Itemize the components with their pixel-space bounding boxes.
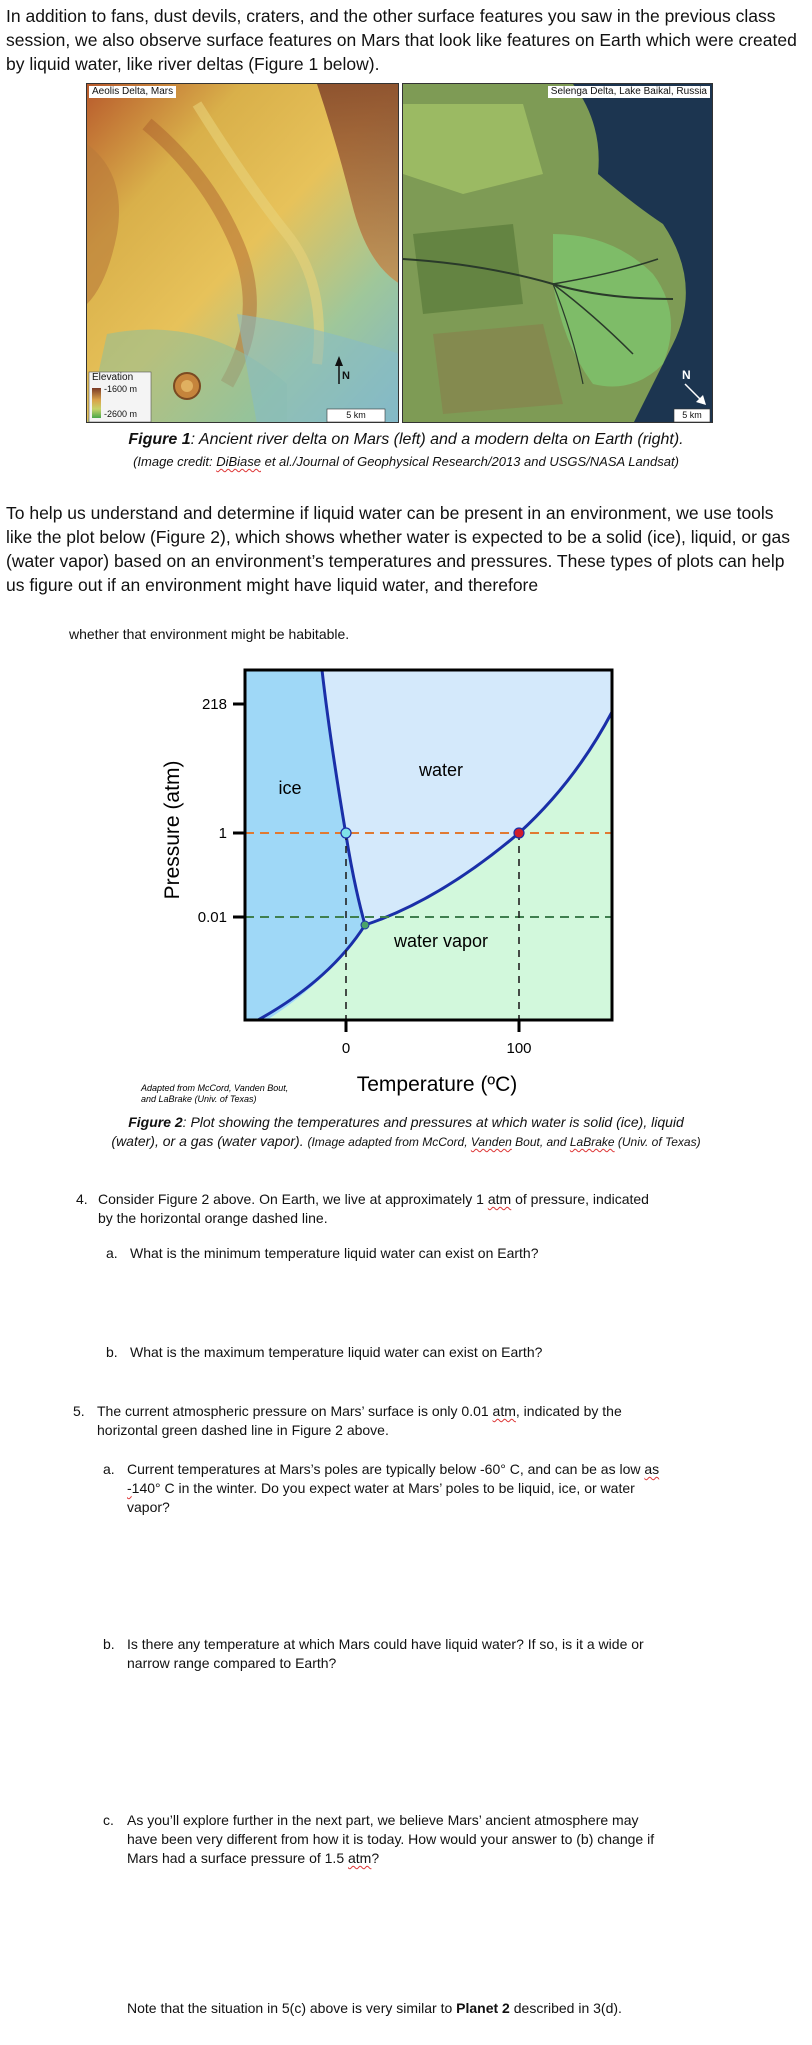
question-5-line2: horizontal green dashed line in Figure 2 above. [97, 1422, 389, 1438]
question-5c-line2: have been very different from how it is today. How would your answer to (b) change if [127, 1831, 655, 1847]
question-4b-letter: b. [106, 1344, 118, 1360]
y-tick-label: 0.01 [197, 909, 227, 926]
question-5a-dash: - [127, 1480, 132, 1496]
figure-2-caption-label: Figure 2 [128, 1114, 183, 1130]
source-note-line2: and LaBrake (Univ. of Texas) [141, 1094, 257, 1104]
region-label-water-vapor: water vapor [393, 931, 489, 951]
figure-2-credit [307, 1135, 700, 1149]
question-4-atm: atm [487, 1191, 512, 1207]
closing-note [127, 1999, 727, 2018]
question-5-line1-end: , indicated by the [515, 1403, 622, 1419]
figure-2-credit-post: (Univ. of Texas) [614, 1135, 701, 1149]
question-4-line1: Consider Figure 2 above. On Earth, we live at approximately 1 [98, 1191, 488, 1207]
question-5a-text [127, 1460, 727, 1517]
question-5-line1: The current atmospheric pressure on Mars’ surface is only 0.01 [97, 1403, 493, 1419]
question-4b-text: What is the maximum temperature liquid water can exist on Earth? [130, 1344, 543, 1360]
question-5a-letter: a. [103, 1461, 115, 1477]
question-4a-letter: a. [106, 1245, 118, 1261]
figure-2-caption-line2 [0, 1132, 812, 1152]
question-5a-line3: vapor? [127, 1499, 170, 1515]
mars-scale-bar: 5 km [346, 410, 366, 420]
question-5c-line1: As you’ll explore further in the next part, we believe Mars’ ancient atmosphere may [127, 1812, 639, 1828]
figure-2-credit-vanden: Vanden [470, 1135, 512, 1149]
question-5b-line2: narrow range compared to Earth? [127, 1655, 337, 1671]
closing-note-planet: Planet 2 [456, 2000, 510, 2016]
phase-diagram-intro-continuation: whether that environment might be habitable. [69, 626, 350, 642]
figure-2-caption-text2: (water), or a gas (water vapor). [111, 1133, 304, 1149]
question-5b-text [127, 1635, 727, 1673]
question-5a-line1: Current temperatures at Mars’s poles are typically below -60° C, and can be as low [127, 1461, 645, 1477]
source-note-line1: Adapted from McCord, Vanden Bout, [141, 1083, 289, 1093]
earth-panel-label: Selenga Delta, Lake Baikal, Russia [548, 86, 710, 98]
figure-1-credit-rest: et al./Journal of Geophysical Research/2013 and USGS/NASA Landsat) [260, 454, 679, 469]
earth-scale-bar: 5 km [682, 410, 702, 420]
y-axis-label: Pressure (atm) [161, 760, 184, 900]
question-4-line2: by the horizontal orange dashed line. [98, 1210, 328, 1226]
mars-panel-label: Aeolis Delta, Mars [89, 86, 176, 98]
elevation-legend-low: -2600 m [104, 409, 138, 419]
figure-1-credit-prefix: (Image credit: [133, 454, 217, 469]
question-5b-letter: b. [103, 1636, 115, 1652]
question-5c-letter: c. [103, 1812, 114, 1828]
intro-paragraph: In addition to fans, dust devils, craters, and the other surface features you saw in the previous class session, we also observe surface features on Mars that look like features on Earth which were created by liquid water, like river deltas (Figure 1 below). [6, 6, 797, 74]
x-tick-label: 0 [341, 1040, 351, 1057]
question-5b-line1: Is there any temperature at which Mars could have liquid water? If so, is it a wide or [127, 1636, 644, 1652]
closing-note-end: described in 3(d). [509, 2000, 622, 2016]
question-5c-text [127, 1811, 727, 1868]
question-5-text [97, 1402, 717, 1440]
figure-2-credit-labrake: LaBrake [569, 1135, 615, 1149]
north-arrow-label: N [342, 370, 350, 382]
question-5c-line3: Mars had a surface pressure of 1.5 [127, 1850, 348, 1866]
question-4-line1-end: of pressure, indicated [511, 1191, 649, 1207]
region-label-ice: ice [278, 778, 302, 798]
melting-point-marker [341, 828, 351, 838]
elevation-legend-high: -1600 m [104, 384, 138, 394]
region-label-water: water [418, 760, 464, 780]
figure-2-caption-text: : Plot showing the temperatures and pressures at which water is solid (ice), liquid [182, 1114, 684, 1130]
y-tick-label: 1 [218, 825, 227, 842]
figure-1-credit-name: DiBiase [216, 454, 261, 469]
question-5c-atm: atm [348, 1850, 372, 1866]
x-axis-label: Temperature (ºC) [356, 1073, 518, 1096]
x-tick-label: 100 [506, 1040, 532, 1057]
question-5-atm: atm [492, 1403, 516, 1419]
closing-note-text: Note that the situation in 5(c) above is very similar to [127, 2000, 457, 2016]
elevation-legend-title: Elevation [92, 372, 134, 383]
figure-1-caption-text: : Ancient river delta on Mars (left) and a modern delta on Earth (right). [190, 431, 684, 448]
phase-diagram-intro: To help us understand and determine if liquid water can be present in an environment, we use tools like the plot below (Figure 2), which shows whether water is expected to be a solid (ice), liquid, or gas (water vapor) based on an environment’s temperatures and pressures. These types of plots can help us figure out if an environment might have liquid water, and therefore [6, 503, 790, 595]
figure-2-caption-line1 [0, 1113, 812, 1132]
y-tick-label: 218 [201, 696, 227, 713]
question-4-number: 4. [76, 1191, 88, 1207]
triple-point-marker [361, 921, 369, 929]
question-4-text [98, 1190, 718, 1228]
question-5c-line3-end: ? [371, 1850, 380, 1866]
question-5-number: 5. [73, 1403, 85, 1419]
boiling-point-marker [514, 828, 524, 838]
question-5a-as: as [644, 1461, 660, 1477]
earth-north-label: N [682, 368, 691, 382]
question-4a-text: What is the minimum temperature liquid water can exist on Earth? [130, 1245, 539, 1261]
figure-2-credit-pre: (Image adapted from McCord, [307, 1135, 471, 1149]
figure-2-credit-mid: Bout, and [511, 1135, 570, 1149]
question-5a-line2: 140° C in the winter. Do you expect water at Mars’ poles to be liquid, ice, or water [131, 1480, 635, 1496]
figure-1-caption-label: Figure 1 [128, 431, 191, 448]
